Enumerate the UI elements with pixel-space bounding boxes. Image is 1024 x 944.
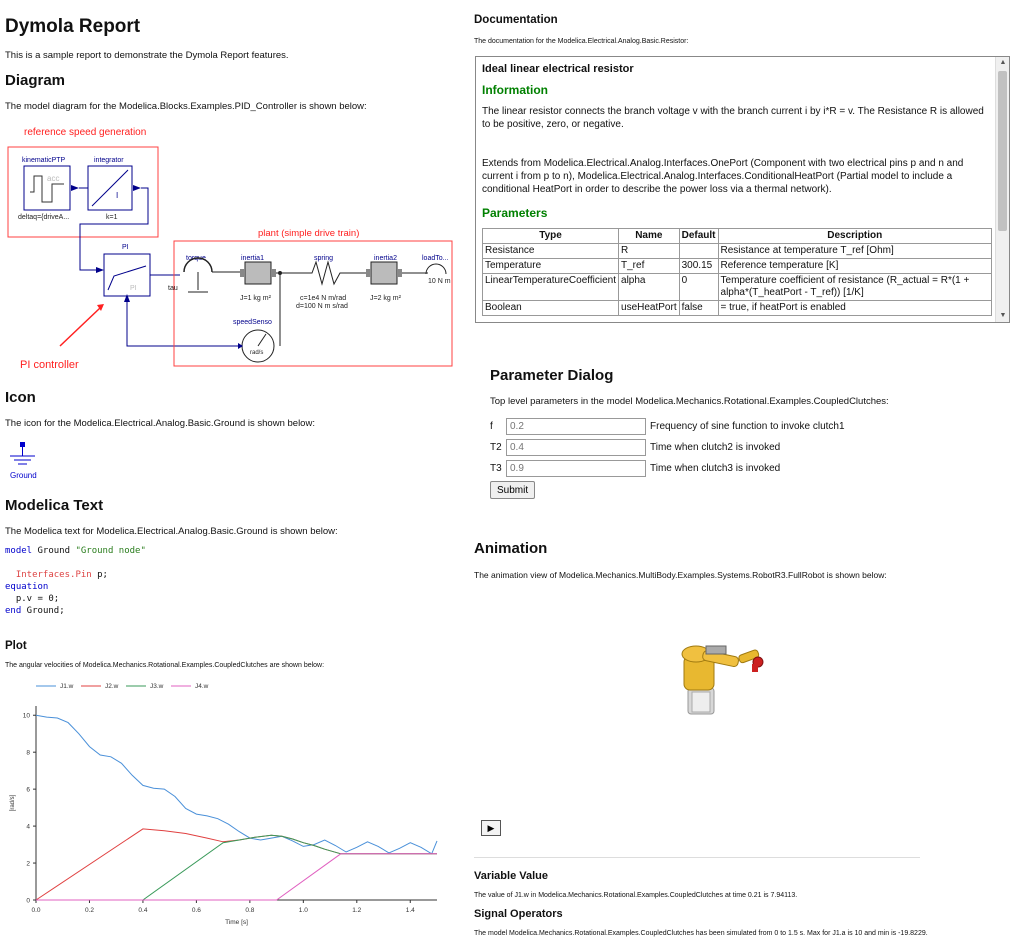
y-tick-label: 10 xyxy=(22,712,30,720)
inertia1-param: J=1 kg m² xyxy=(240,295,271,302)
diagram-description: The model diagram for the Modelica.Blocks.Examples.PID_Controller is shown below: xyxy=(5,101,367,112)
inertia2-block xyxy=(371,262,397,284)
submit-button[interactable]: Submit xyxy=(490,481,535,499)
scroll-up-icon[interactable]: ▲ xyxy=(999,59,1007,66)
divider xyxy=(474,857,920,858)
x-axis-label: Time [s] xyxy=(225,919,248,926)
angular-velocity-chart xyxy=(0,676,470,944)
doc-scrollbar[interactable] xyxy=(995,57,1009,322)
col-type: Type xyxy=(483,229,619,244)
x-tick-label: 1.0 xyxy=(298,907,308,914)
x-tick-label: 0.4 xyxy=(138,907,148,914)
x-tick-label: 0.0 xyxy=(31,907,41,914)
signal-heading: Signal Operators xyxy=(474,908,563,920)
table-row: LinearTemperatureCoefficient alpha 0 Temperature coefficient of resistance (R_actual = R*(1 + alpha*(T_heatPort - T_ref)) [1/K] xyxy=(483,274,992,301)
param-label-t3: T3 xyxy=(490,463,502,474)
icon-description: The icon for the Modelica.Electrical.Analog.Basic.Ground is shown below: xyxy=(5,418,315,429)
series-line-J4-w xyxy=(36,854,437,900)
reference-label: reference speed generation xyxy=(24,127,147,138)
pi-label: PI xyxy=(122,244,129,251)
series-line-J1-w xyxy=(36,715,437,854)
y-tick-label: 8 xyxy=(26,749,30,757)
pi-controller-annotation: PI controller xyxy=(20,359,79,371)
param-desc-f: Frequency of sine function to invoke clutch1 xyxy=(650,421,845,432)
legend-label: J2.w xyxy=(105,683,119,690)
col-default: Default xyxy=(679,229,718,244)
plant-label: plant (simple drive train) xyxy=(258,228,360,239)
legend-label: J3.w xyxy=(150,683,164,690)
plot-heading: Plot xyxy=(5,640,27,652)
speed-sensor-label: speedSenso xyxy=(233,319,272,326)
spring-param2: d=100 N m s/rad xyxy=(296,303,348,310)
params-heading: Parameters xyxy=(482,206,548,220)
kinematic-block xyxy=(24,166,70,210)
series-line-J2-w xyxy=(36,829,437,900)
torque-label: torque xyxy=(186,255,206,262)
modelica-description: The Modelica text for Modelica.Electrical.Analog.Basic.Ground is shown below: xyxy=(5,526,338,537)
y-axis-label: [rad/s] xyxy=(10,794,16,812)
tau-label: tau xyxy=(168,285,178,292)
icon-heading: Icon xyxy=(5,389,36,406)
param-input-t2[interactable] xyxy=(506,439,646,456)
y-tick-label: 6 xyxy=(26,786,30,794)
animation-description: The animation view of Modelica.Mechanics.MultiBody.Examples.Systems.RobotR3.FullRobot is shown below: xyxy=(474,570,887,580)
variable-heading: Variable Value xyxy=(474,870,548,882)
spring-label: spring xyxy=(314,255,334,262)
scroll-down-icon[interactable]: ▼ xyxy=(999,312,1007,319)
inertia2-label: inertia2 xyxy=(374,255,397,262)
table-row: Resistance R Resistance at temperature T_ref [Ohm] xyxy=(483,244,992,259)
spring-param1: c=1e4 N m/rad xyxy=(300,295,347,302)
integrator-symbol: I xyxy=(116,191,119,200)
pi-block xyxy=(104,254,150,296)
pid-controller-diagram xyxy=(0,120,460,380)
x-tick-label: 0.8 xyxy=(245,907,255,914)
x-tick-label: 0.6 xyxy=(191,907,201,914)
y-tick-label: 4 xyxy=(26,823,30,831)
load-label: loadTo... xyxy=(422,255,449,262)
info-paragraph-2: Extends from Modelica.Electrical.Analog.Interfaces.OnePort (Component with two electrical pins p and n and current i from p to n), Modelica.Electrical.Analog.Interfaces.ConditionalHeatPort (Partial model to include a conditional HeatPort in order to describe the power loss via a thermal network). xyxy=(482,158,964,195)
signal-text: The model Modelica.Mechanics.Rotational.Examples.CoupledClutches has been simulated from 0 to 1.5 s. Max for J1.a is 10 and min is -19.8229. xyxy=(474,930,928,937)
table-row: Temperature T_ref 300.15 Reference temperature [K] xyxy=(483,259,992,274)
acc-label: acc xyxy=(47,174,60,183)
table-row: Boolean useHeatPort false = true, if heatPort is enabled xyxy=(483,301,992,316)
modelica-code: model Ground "Ground node" Interfaces.Pin p; equation p.v = 0; end Ground; xyxy=(5,546,146,616)
doc-heading: Documentation xyxy=(474,14,558,26)
inertia2-param: J=2 kg m² xyxy=(370,295,401,302)
inertia1-label: inertia1 xyxy=(241,255,264,262)
legend-label: J1.w xyxy=(60,683,74,690)
param-desc-t2: Time when clutch2 is invoked xyxy=(650,442,781,453)
col-description: Description xyxy=(718,229,991,244)
plot-description: The angular velocities of Modelica.Mechanics.Rotational.Examples.CoupledClutches are shown below: xyxy=(5,662,325,669)
doc-description: The documentation for the Modelica.Electrical.Analog.Basic.Resistor: xyxy=(474,38,689,45)
info-paragraph-1: The linear resistor connects the branch voltage v with the branch current i by i*R = v. The Resistance R is allowed to be positive, zero, or negative. xyxy=(482,106,984,130)
param-desc-t3: Time when clutch3 is invoked xyxy=(650,463,781,474)
robot-animation-view[interactable] xyxy=(660,632,780,716)
ground-icon xyxy=(6,440,46,484)
ground-label: Ground xyxy=(10,471,37,480)
modelica-heading: Modelica Text xyxy=(5,497,104,514)
x-tick-label: 1.2 xyxy=(352,907,362,914)
animation-heading: Animation xyxy=(474,540,548,557)
param-input-t3[interactable] xyxy=(506,460,646,477)
pi-inner: PI xyxy=(130,285,137,292)
param-dialog-description: Top level parameters in the model Modelica.Mechanics.Rotational.Examples.CoupledClutches: xyxy=(490,396,889,407)
integrator-label: integrator xyxy=(94,157,124,164)
series-line-J3-w xyxy=(36,835,437,900)
scroll-thumb[interactable] xyxy=(998,71,1007,231)
kinematic-param: deltaq={driveA... xyxy=(18,214,70,221)
integrator-param: k=1 xyxy=(106,214,118,221)
col-name: Name xyxy=(619,229,680,244)
legend-label: J4.w xyxy=(195,683,209,690)
report-title: Dymola Report xyxy=(5,16,141,37)
param-label-f: f xyxy=(490,421,493,432)
y-tick-label: 2 xyxy=(26,860,30,868)
inertia1-block xyxy=(245,262,271,284)
diagram-heading: Diagram xyxy=(5,72,66,89)
report-intro: This is a sample report to demonstrate the Dymola Report features. xyxy=(5,50,289,61)
x-tick-label: 0.2 xyxy=(84,907,94,914)
param-input-f[interactable] xyxy=(506,418,646,435)
speed-unit: rad/s xyxy=(250,350,264,356)
x-tick-label: 1.4 xyxy=(405,907,415,914)
param-label-t2: T2 xyxy=(490,442,502,453)
doc-title: Ideal linear electrical resistor xyxy=(482,63,634,75)
y-tick-label: 0 xyxy=(26,897,30,905)
kinematic-label: kinematicPTP xyxy=(22,157,66,164)
info-heading: Information xyxy=(482,83,548,97)
parameters-table xyxy=(482,228,992,316)
param-dialog-heading: Parameter Dialog xyxy=(490,367,614,384)
documentation-frame[interactable] xyxy=(475,56,1010,323)
play-button[interactable]: ▶ xyxy=(481,820,501,836)
load-param: 10 N m xyxy=(428,278,451,285)
variable-text: The value of J1.w in Modelica.Mechanics.Rotational.Examples.CoupledClutches at time 0.21 is 7.94113. xyxy=(474,892,798,899)
